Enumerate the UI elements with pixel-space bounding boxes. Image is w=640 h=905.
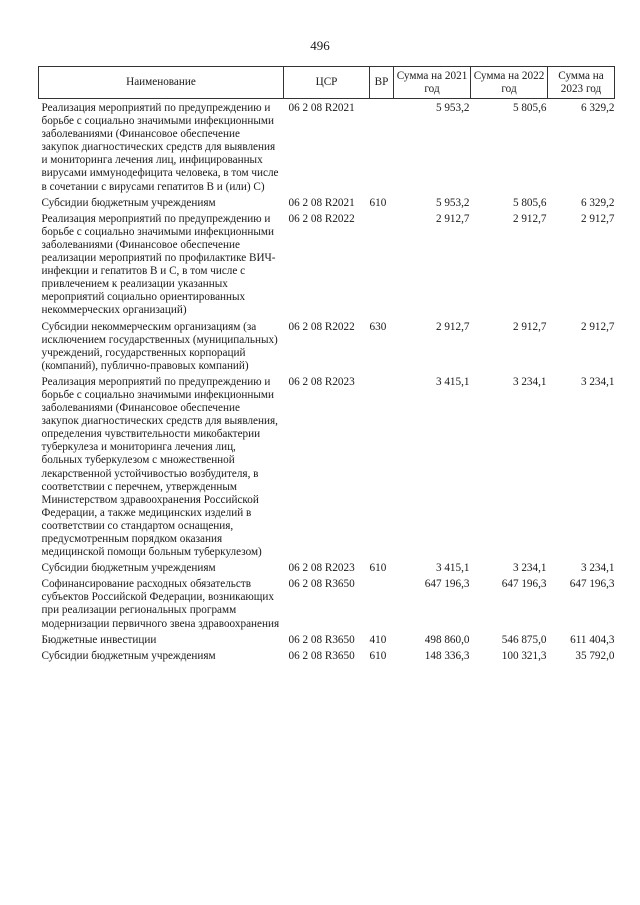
- row-name: Субсидии бюджетным учреждениям: [41, 562, 216, 575]
- table-header-row: [39, 67, 615, 99]
- row-sum-2023: 6 329,2: [580, 102, 615, 114]
- row-name: Субсидии некоммерческим организациям (за исключением государственных (муниципальных) учреждений, государственных корпораций (компаний), публично-правовых компаний): [41, 320, 278, 372]
- row-sum-2021: 3 415,1: [435, 375, 470, 388]
- row-sum-2022: 2 912,7: [512, 320, 547, 333]
- row-sum-2023: 3 234,1: [580, 375, 615, 388]
- table-row: [39, 321, 615, 376]
- page-number: 496: [310, 38, 330, 53]
- table-row: [39, 634, 615, 650]
- row-sum-2023: 647 196,3: [569, 578, 615, 591]
- row-csr: 06 2 08 R2022: [288, 212, 355, 225]
- table-row: [39, 578, 615, 633]
- header-2023: Сумма на 2023 год: [548, 67, 615, 99]
- row-vr: [370, 376, 394, 562]
- row-csr: 06 2 08 R3650: [288, 649, 355, 662]
- row-vr: 410: [369, 633, 387, 646]
- row-sum-2021: 647 196,3: [424, 578, 470, 591]
- row-sum-2023: 35 792,0: [575, 649, 615, 662]
- row-csr: 06 2 08 R3650: [288, 578, 355, 591]
- row-name: Реализация мероприятий по предупреждению и борьбе с социально значимыми инфекционными заболеваниями (Финансовое обеспечение закупок диагностических средств для выявления, определения чувствительности микобактерии туберкулеза и мониторинга лечения лиц, больных туберкулезом с множественной лекарственной устойчивостью возбудителя, в соответствии с перечнем, утвержденным Министерством здравоохранения Российской Федерации, а также медицинских изделий в соответствии со стандартом оснащения, предусмотренным порядком оказания медицинской помощи больным туберкулезом): [41, 375, 278, 559]
- row-csr: 06 2 08 R2023: [288, 562, 355, 575]
- row-sum-2022: 3 234,1: [512, 375, 547, 388]
- header-name: Наименование: [39, 67, 284, 99]
- row-csr: 06 2 08 R2021: [288, 196, 355, 209]
- row-sum-2022: 5 805,6: [512, 102, 547, 114]
- row-vr: [370, 99, 394, 197]
- row-name: Реализация мероприятий по предупреждению и борьбе с социально значимыми инфекционными заболеваниями (Финансовое обеспечение реализации мероприятий по профилактике ВИЧ-инфекции и гепатитов В и С, в том числе с привлечением к реализации указанных мероприятий социально ориентированных некоммерческих организаций): [41, 212, 276, 317]
- row-sum-2022: 546 875,0: [501, 633, 547, 646]
- table-row: [39, 213, 615, 321]
- row-name: Реализация мероприятий по предупреждению и борьбе с социально значимыми инфекционными заболеваниями (Финансовое обеспечение закупок диагностических средств для выявления и мониторинга лечения лиц, инфицированных вирусами иммунодефицита человека, в том числе в сочетании с вирусами гепатитов В и (или) С): [41, 102, 279, 193]
- header-2022: Сумма на 2022 год: [471, 67, 548, 99]
- row-csr: 06 2 08 R2023: [288, 375, 355, 388]
- header-vr: ВР: [370, 67, 394, 99]
- row-sum-2021: 5 953,2: [435, 196, 470, 209]
- row-sum-2022: 647 196,3: [501, 578, 547, 591]
- row-sum-2022: 5 805,6: [512, 196, 547, 209]
- row-vr: 610: [369, 562, 387, 575]
- row-sum-2021: 5 953,2: [435, 102, 470, 114]
- row-csr: 06 2 08 R2022: [288, 320, 355, 333]
- row-sum-2021: 2 912,7: [435, 320, 470, 333]
- row-name: Софинансирование расходных обязательств субъектов Российской Федерации, возникающих при реализации региональных программ модернизации первичного звена здравоохранения: [41, 578, 280, 630]
- row-name: Субсидии бюджетным учреждениям: [41, 196, 216, 209]
- row-sum-2021: 498 860,0: [424, 633, 470, 646]
- row-sum-2023: 6 329,2: [580, 196, 615, 209]
- table-row: [39, 99, 615, 197]
- budget-table: [38, 66, 615, 666]
- row-vr: 610: [369, 649, 387, 662]
- row-csr: 06 2 08 R3650: [288, 633, 355, 646]
- row-name: Субсидии бюджетным учреждениям: [41, 649, 216, 662]
- row-sum-2021: 2 912,7: [435, 212, 470, 225]
- row-vr: [370, 213, 394, 321]
- row-vr: [370, 578, 394, 633]
- row-vr: 630: [369, 320, 387, 333]
- row-sum-2023: 611 404,3: [570, 633, 615, 646]
- row-sum-2022: 100 321,3: [501, 649, 547, 662]
- table-row: [39, 197, 615, 213]
- table-row: [39, 562, 615, 578]
- row-vr: 610: [369, 196, 387, 209]
- row-sum-2021: 148 336,3: [424, 649, 470, 662]
- table-row: [39, 376, 615, 562]
- row-sum-2022: 3 234,1: [512, 562, 547, 575]
- row-sum-2023: 2 912,7: [580, 320, 615, 333]
- table-row: [39, 650, 615, 666]
- header-2021: Сумма на 2021 год: [394, 67, 471, 99]
- row-csr: 06 2 08 R2021: [288, 102, 355, 114]
- row-sum-2021: 3 415,1: [435, 562, 470, 575]
- row-name: Бюджетные инвестиции: [41, 633, 157, 646]
- header-csr: ЦСР: [284, 67, 370, 99]
- row-sum-2023: 2 912,7: [580, 212, 615, 225]
- row-sum-2023: 3 234,1: [580, 562, 615, 575]
- row-sum-2022: 2 912,7: [512, 212, 547, 225]
